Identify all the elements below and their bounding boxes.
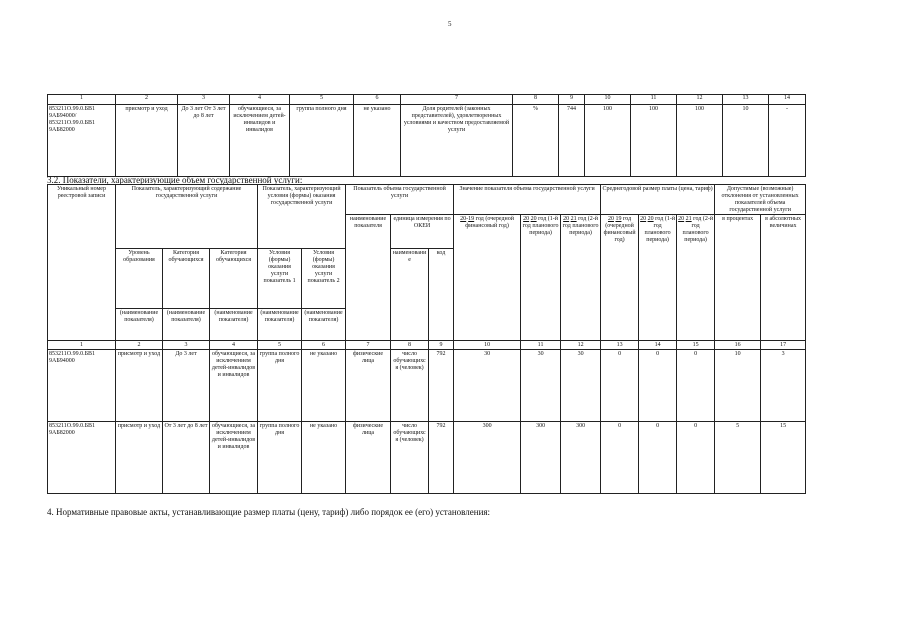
table-cell: присмотр и уход — [116, 422, 163, 494]
page-number: 5 — [448, 20, 452, 28]
table-cell: 300 — [561, 422, 601, 494]
table-row — [48, 422, 806, 494]
col-number: 11 — [521, 341, 561, 350]
header-indicator-sub: (наименование показателя) — [258, 309, 302, 341]
col-number: 6 — [354, 95, 401, 105]
table-cell: 792 — [429, 350, 454, 422]
header-conditions-indicator: Показатель, характеризующий условия (формы) оказания государственной услуги — [258, 185, 346, 249]
table-cell: 853211О.99.0.БВ1 9АБ82000 — [48, 422, 116, 494]
table-cell: % — [513, 105, 559, 177]
col-number: 14 — [639, 341, 677, 350]
table-cell: 5 — [715, 422, 761, 494]
header-student-category: Категория обучающихся — [163, 249, 210, 309]
table-cell: 3 — [761, 350, 806, 422]
section-3-2-heading: 3.2. Показатели, характеризующие объем государственной услуги: — [47, 175, 303, 185]
table-cell: От 3 лет до 8 лет — [163, 422, 210, 494]
table-cell: группа полного дня — [290, 105, 354, 177]
col-number: 8 — [391, 341, 429, 350]
col-number: 12 — [561, 341, 601, 350]
section-4-heading: 4. Нормативные правовые акты, устанавливающие размер платы (цену, тариф) либо порядок ее (его) установления: — [47, 507, 491, 517]
table-cell: 853211О.99.0.БВ1 9АБ94000 — [48, 350, 116, 422]
table-cell: не указано — [302, 350, 346, 422]
table-cell: До 3 лет — [163, 350, 210, 422]
header-value-year-1: 20-19 год (очередной финансовый год) — [454, 215, 521, 341]
header-value-year-2: 20 20 год (1-й год планового периода) — [521, 215, 561, 341]
col-number: 17 — [761, 341, 806, 350]
table-cell: 10 — [723, 105, 769, 177]
table-cell: До 3 лет От 3 лет до 8 лет — [178, 105, 230, 177]
header-indicator-sub: (наименование показателя) — [116, 309, 163, 341]
table-cell: 30 — [454, 350, 521, 422]
col-number: 7 — [346, 341, 391, 350]
col-number: 5 — [258, 341, 302, 350]
col-number: 4 — [210, 341, 258, 350]
table-cell: 300 — [454, 422, 521, 494]
col-number: 12 — [677, 95, 723, 105]
table-cell: 300 — [521, 422, 561, 494]
header-volume-values: Значение показателя объема государственной услуги — [454, 185, 601, 215]
header-average-price: Среднегодовой размер платы (цена, тариф) — [601, 185, 715, 215]
table-cell: число обучающихся (человек) — [391, 422, 429, 494]
header-deviation-absolute: в абсолютных величинах — [761, 215, 806, 341]
table-cell: обучающиеся, за исключением детей-инвалидов и инвалидов — [230, 105, 290, 177]
col-number: 6 — [302, 341, 346, 350]
col-number: 9 — [559, 95, 585, 105]
header-allowed-deviation: Допустимые (возможные) отклонения от установленных показателей объема государственной услуги — [715, 185, 806, 215]
col-number: 16 — [715, 341, 761, 350]
col-number: 1 — [48, 95, 116, 105]
table-cell: физические лица — [346, 350, 391, 422]
col-number: 15 — [677, 341, 715, 350]
col-number: 2 — [116, 341, 163, 350]
volume-indicators-table — [47, 184, 806, 494]
table-cell: присмотр и уход — [116, 105, 178, 177]
header-student-category: Категория обучающихся — [210, 249, 258, 309]
table-cell: 100 — [585, 105, 631, 177]
table-cell: не указано — [302, 422, 346, 494]
table-cell: 0 — [601, 350, 639, 422]
header-content-indicator: Показатель, характеризующий содержание государственной услуги — [116, 185, 258, 249]
table-cell: 0 — [677, 350, 715, 422]
table-cell: не указано — [354, 105, 401, 177]
col-number: 13 — [723, 95, 769, 105]
table-cell: 853211О.99.0.БВ1 9АБ94000/ 853211О.99.0.БВ1 9АБ82000 — [48, 105, 116, 177]
table-cell: 30 — [561, 350, 601, 422]
header-indicator-sub: (наименование показателя) — [163, 309, 210, 341]
col-number: 4 — [230, 95, 290, 105]
table-cell: 0 — [677, 422, 715, 494]
header-condition-2: Условия (формы) оказания услуги показатель 2 — [302, 249, 346, 309]
col-number: 10 — [585, 95, 631, 105]
header-volume-indicator: Показатель объема государственной услуги — [346, 185, 454, 215]
header-indicator-sub: (наименование показателя) — [302, 309, 346, 341]
col-number: 11 — [631, 95, 677, 105]
table-cell: Доля родителей (законных представителей), удовлетворенных условиями и качеством предоставляемой услуги — [401, 105, 513, 177]
table-cell: 30 — [521, 350, 561, 422]
header-unit-code: код — [429, 249, 454, 341]
header-value-year-3: 20 21 год (2-й год планового периода) — [561, 215, 601, 341]
table-cell: 100 — [631, 105, 677, 177]
col-number: 3 — [163, 341, 210, 350]
table-row — [48, 105, 806, 177]
table-cell: 744 — [559, 105, 585, 177]
table-row — [48, 350, 806, 422]
header-unique-number: Уникальный номер реестровой записи — [48, 185, 116, 341]
table-cell: - — [769, 105, 806, 177]
table-cell: обучающиеся, за исключением детей-инвалидов и инвалидов — [210, 422, 258, 494]
header-price-year-2: 20 20 год (1-й год планового периода) — [639, 215, 677, 341]
header-price-year-1: 20 19 год (очередной финансовый год) — [601, 215, 639, 341]
col-number: 2 — [116, 95, 178, 105]
table-cell: группа полного дня — [258, 422, 302, 494]
table-cell: физические лица — [346, 422, 391, 494]
table-cell: присмотр и уход — [116, 350, 163, 422]
table-cell: 792 — [429, 422, 454, 494]
col-number: 10 — [454, 341, 521, 350]
col-number: 5 — [290, 95, 354, 105]
table-cell: 0 — [639, 350, 677, 422]
col-number: 7 — [401, 95, 513, 105]
quality-indicators-table — [47, 94, 806, 177]
table-cell: обучающиеся, за исключением детей-инвалидов и инвалидов — [210, 350, 258, 422]
table-cell: число обучающихся (человек) — [391, 350, 429, 422]
header-deviation-percent: в процентах — [715, 215, 761, 341]
header-indicator-sub: (наименование показателя) — [210, 309, 258, 341]
header-condition-1: Условия (формы) оказания услуги показатель 1 — [258, 249, 302, 309]
header-indicator-name: наименование показателя — [346, 215, 391, 341]
col-number: 13 — [601, 341, 639, 350]
table-cell: 15 — [761, 422, 806, 494]
table-cell: 0 — [639, 422, 677, 494]
table-cell: 100 — [677, 105, 723, 177]
header-unit-name: наименование — [391, 249, 429, 341]
table-cell: 0 — [601, 422, 639, 494]
col-number: 3 — [178, 95, 230, 105]
col-number: 8 — [513, 95, 559, 105]
col-number: 1 — [48, 341, 116, 350]
header-okei-unit: единица измерения по ОКЕИ — [391, 215, 454, 249]
col-number: 9 — [429, 341, 454, 350]
header-education-level: Уровень образования — [116, 249, 163, 309]
table-cell: группа полного дня — [258, 350, 302, 422]
table-cell: 10 — [715, 350, 761, 422]
col-number: 14 — [769, 95, 806, 105]
header-price-year-3: 20 21 год (2-й год планового периода) — [677, 215, 715, 341]
